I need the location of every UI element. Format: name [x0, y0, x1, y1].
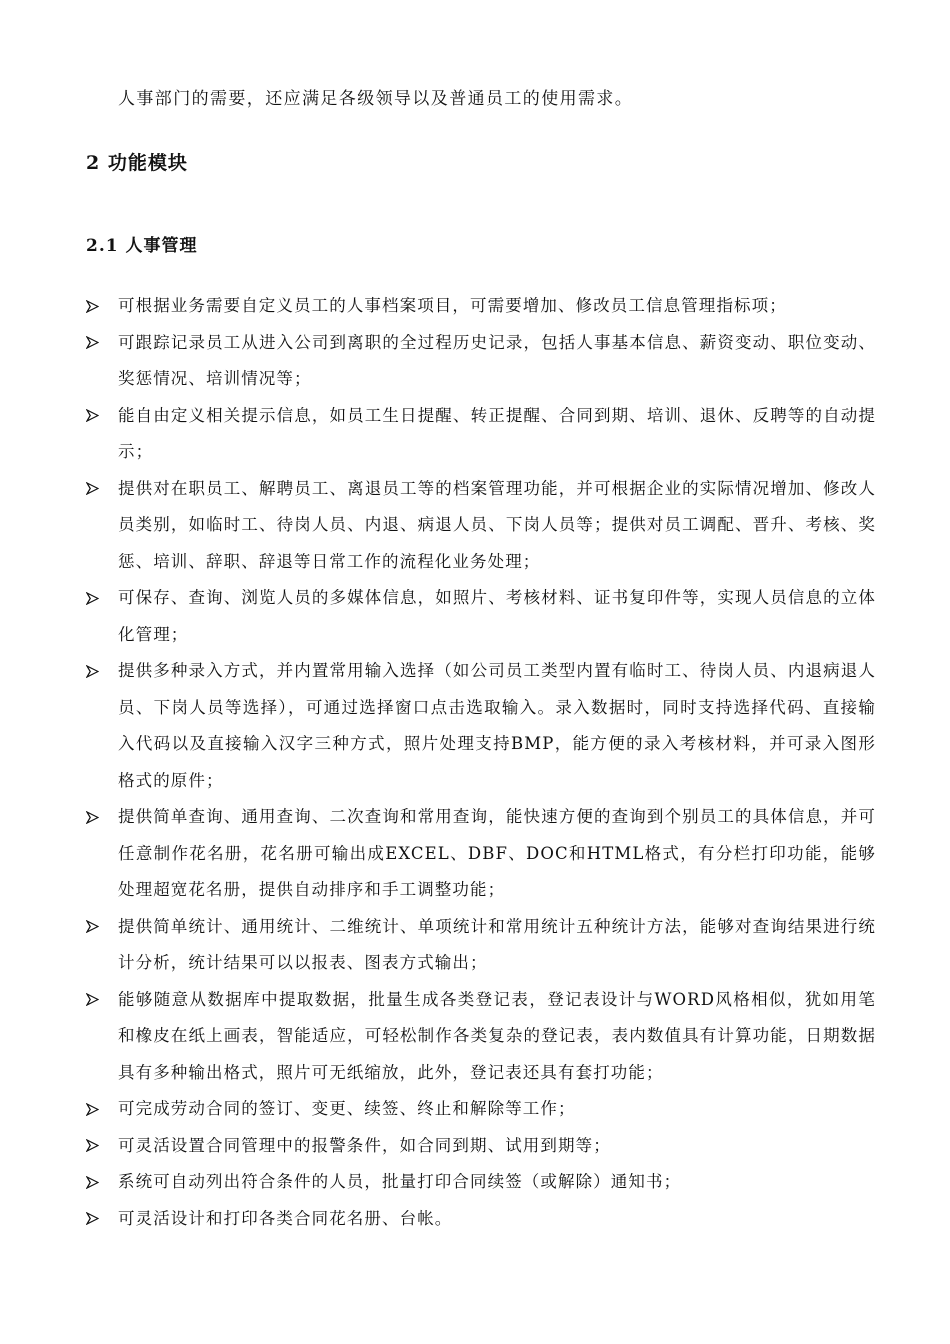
arrowhead-bullet-icon — [86, 288, 104, 325]
arrowhead-bullet-icon — [86, 909, 104, 946]
arrowhead-bullet-icon — [86, 1201, 104, 1238]
arrowhead-bullet-icon — [86, 653, 104, 690]
list-item-text: 可灵活设计和打印各类合同花名册、台帐。 — [118, 1208, 453, 1228]
list-item-text: 可根据业务需要自定义员工的人事档案项目，可需要增加、修改员工信息管理指标项； — [118, 296, 787, 315]
subsection-heading: 2.1 人事管理 — [86, 236, 198, 256]
intro-paragraph: 人事部门的需要，还应满足各级领导以及普通员工的使用需求。 — [118, 89, 634, 109]
list-item — [86, 1164, 876, 1201]
list-item — [86, 288, 876, 325]
arrowhead-bullet-icon — [86, 580, 104, 617]
list-item-text: 系统可自动列出符合条件的人员，批量打印合同续签（或解除）通知书； — [118, 1172, 682, 1191]
list-item — [86, 580, 876, 653]
list-item-text: 可完成劳动合同的签订、变更、续签、终止和解除等工作； — [118, 1099, 576, 1118]
list-item-text: 提供简单统计、通用统计、二维统计、单项统计和常用统计五种统计方法，能够对查询结果进行统计分析，统计结果可以以报表、图表方式输出； — [118, 916, 876, 972]
list-item — [86, 1201, 876, 1238]
arrowhead-bullet-icon — [86, 398, 104, 435]
list-item-text: 能自由定义相关提示信息，如员工生日提醒、转正提醒、合同到期、培训、退休、反聘等的自动提示； — [118, 405, 876, 461]
list-item — [86, 471, 876, 581]
list-item — [86, 1091, 876, 1128]
list-item-text: 可保存、查询、浏览人员的多媒体信息，如照片、考核材料、证书复印件等，实现人员信息的立体化管理； — [118, 588, 876, 644]
list-item-text: 提供多种录入方式，并内置常用输入选择（如公司员工类型内置有临时工、待岗人员、内退病退人员、下岗人员等选择），可通过选择窗口点击选取输入。录入数据时，同时支持选择代码、直接输入代码以及直接输入汉字三种方式，照片处理支持BMP，能方便的录入考核材料，并可录入图形格式的原件； — [118, 661, 876, 790]
arrowhead-bullet-icon — [86, 325, 104, 362]
list-item — [86, 398, 876, 471]
arrowhead-bullet-icon — [86, 982, 104, 1019]
list-item-text: 提供简单查询、通用查询、二次查询和常用查询，能快速方便的查询到个别员工的具体信息，并可任意制作花名册，花名册可输出成EXCEL、DBF、DOC和HTML格式，有分栏打印功能，能够处理超宽花名册，提供自动排序和手工调整功能； — [118, 807, 876, 899]
arrowhead-bullet-icon — [86, 1164, 104, 1201]
arrowhead-bullet-icon — [86, 1128, 104, 1165]
arrowhead-bullet-icon — [86, 1091, 104, 1128]
list-item — [86, 653, 876, 799]
list-item-text: 可跟踪记录员工从进入公司到离职的全过程历史记录，包括人事基本信息、薪资变动、职位变动、奖惩情况、培训情况等； — [118, 332, 876, 388]
list-item — [86, 909, 876, 982]
list-item-text: 提供对在职员工、解聘员工、离退员工等的档案管理功能，并可根据企业的实际情况增加、修改人员类别，如临时工、待岗人员、内退、病退人员、下岗人员等；提供对员工调配、晋升、考核、奖惩、培训、辞职、辞退等日常工作的流程化业务处理； — [118, 478, 876, 571]
list-item-text: 可灵活设置合同管理中的报警条件，如合同到期、试用到期等； — [118, 1135, 611, 1155]
arrowhead-bullet-icon — [86, 471, 104, 508]
list-item-text: 能够随意从数据库中提取数据，批量生成各类登记表，登记表设计与WORD风格相似，犹如用笔和橡皮在纸上画表，智能适应，可轻松制作各类复杂的登记表，表内数值具有计算功能，日期数据具有多种输出格式，照片可无纸缩放，此外，登记表还具有套打功能； — [118, 989, 876, 1082]
list-item — [86, 799, 876, 909]
section-heading: 2 功能模块 — [86, 152, 188, 174]
list-item — [86, 1128, 876, 1165]
list-item — [86, 325, 876, 398]
arrowhead-bullet-icon — [86, 799, 104, 836]
list-item — [86, 982, 876, 1092]
feature-bullet-list — [86, 288, 876, 1237]
